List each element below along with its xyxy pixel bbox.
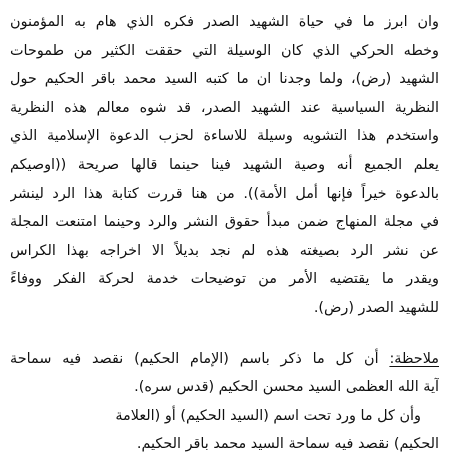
note-label: ملاحظة: [389, 350, 439, 367]
body-line: الشهيد (رض)، ولما وجدنا ان ما كتبه السيد محمد باقر الحكيم حول [10, 71, 439, 88]
note-line: الحكيم) نقصد فيه سماحة السيد محمد باقر الحكيم. [136, 436, 439, 453]
body-line: وان ابرز ما في حياة الشهيد الصدر فكره الذي هام به المؤمنون [10, 14, 439, 30]
body-line: بالدعوة خيراً فإنها أمل الأمة)). من هنا قررت كتابة هذا الرد لينشر [10, 185, 439, 202]
note-line: آية الله العظمى السيد محسن الحكيم (قدس سره). [134, 379, 439, 396]
body-paragraph [10, 8, 439, 323]
note-line: وأن كل ما ورد تحت اسم (السيد الحكيم) أو (العلامة [115, 407, 421, 424]
body-line: ويقدر ما يقتضيه الأمر من توضيحات خدمة لحركة الفكر ووفاءً [10, 271, 439, 288]
body-line: وخطه الحركي الذي كان الوسيلة التي حققت الكثير من طموحات [10, 42, 439, 59]
note-paragraph [10, 345, 439, 459]
note-text: أن كل ما ذكر باسم (الإمام الحكيم) نقصد فيه سماحة [10, 350, 390, 367]
body-line: واستخدم هذا التشويه وسيلة للاساءة لحزب الدعوة الإسلامية الذي [10, 128, 439, 145]
body-line: يعلم الجميع أنه وصية الشهيد فينا حينما قالها صريحة ((اوصيكم [10, 156, 439, 173]
note-line [10, 345, 439, 374]
paragraph-gap [10, 323, 439, 345]
body-line: عن نشر الرد بصيغته هذه لم نجد بديلاً الا اخراجه بهذا الكراس [10, 242, 439, 259]
body-line: النظرية السياسية عند الشهيد الصدر، قد شوه معالم هذه النظرية [10, 99, 439, 116]
body-line: للشهيد الصدر (رض). [313, 299, 439, 316]
body-line: في مجلة المنهاج ضمن مبدأ حقوق النشر والرد وحينما امتنعت المجلة [10, 214, 439, 231]
